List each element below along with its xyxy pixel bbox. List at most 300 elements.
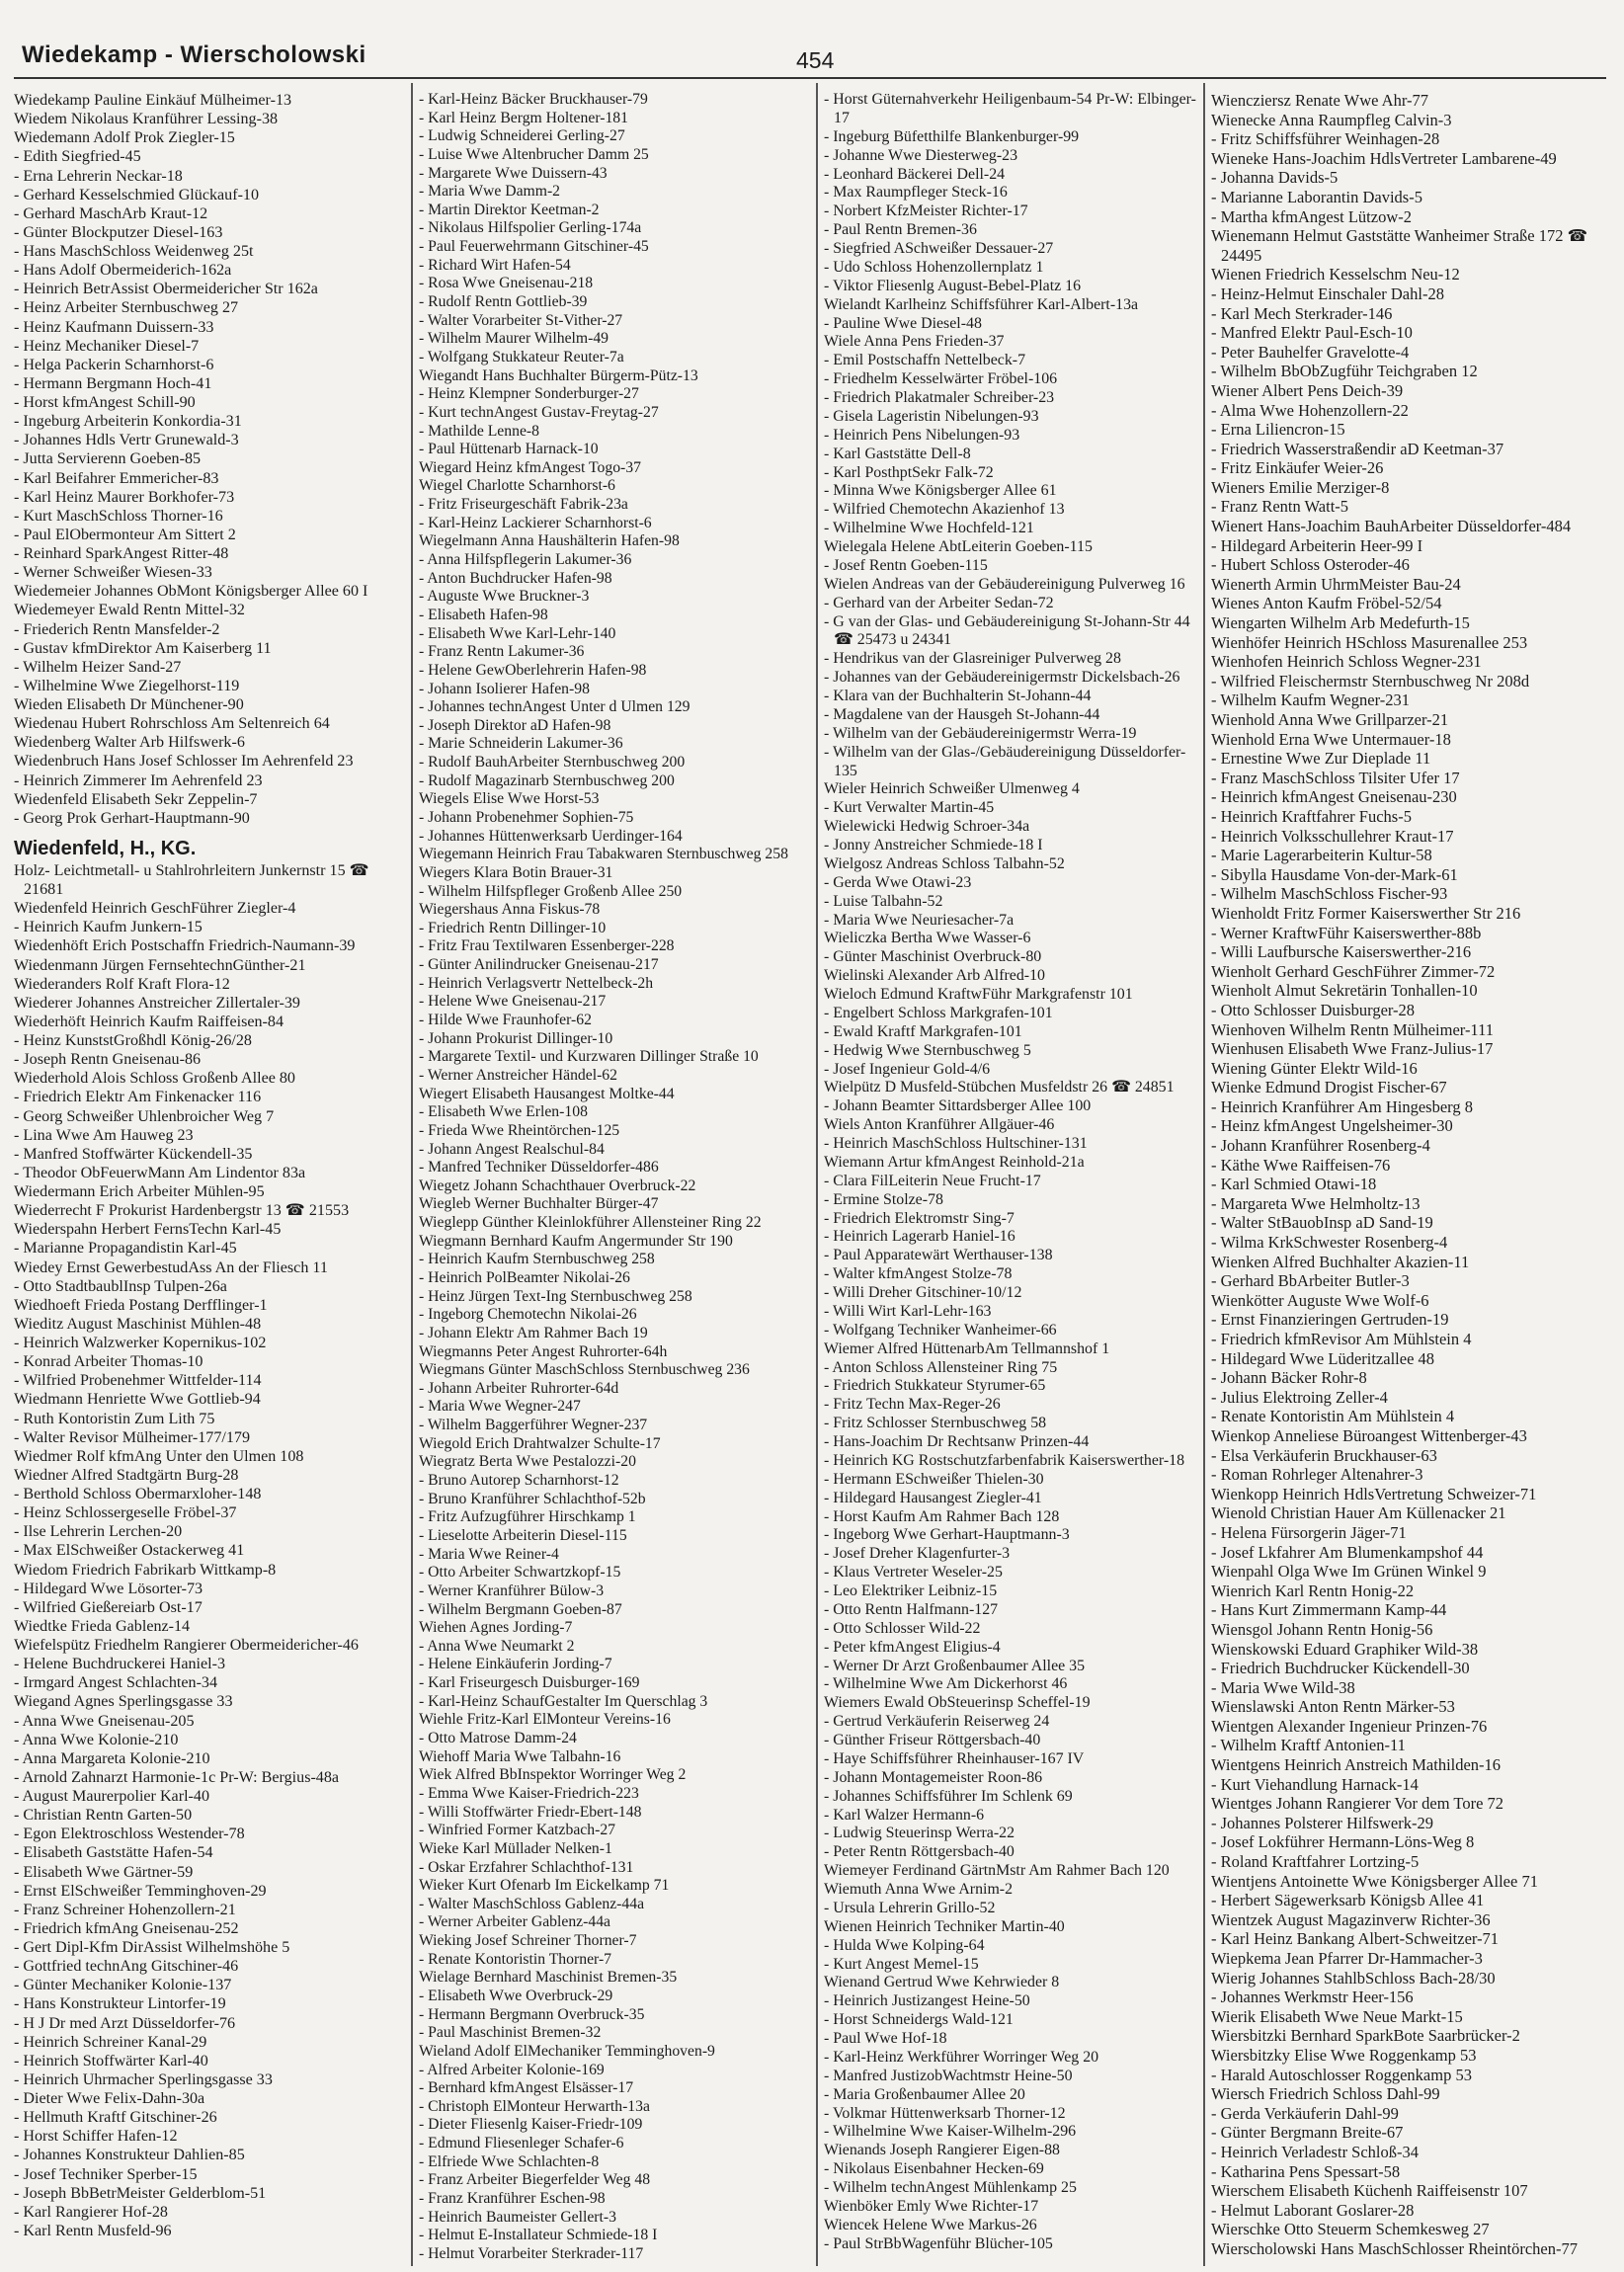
directory-entry: Wiener Albert Pens Deich-39 (1211, 380, 1404, 400)
directory-entry: - Josef Rentn Goeben-115 (824, 556, 988, 574)
directory-entry: Wieland Adolf ElMechaniker Temminghoven-9 (419, 2042, 715, 2060)
directory-entry: - Fritz Frau Textilwaren Essenberger-228 (419, 937, 675, 955)
directory-entry: - Clara FilLeiterin Neue Frucht-17 (824, 1172, 1041, 1189)
directory-entry: Wiedekamp Pauline Einkäuf Mülheimer-13 (14, 92, 292, 109)
directory-entry: - Margarete Textil- und Kurzwaren Dillinger Straße 10 (419, 1048, 759, 1066)
directory-entry: - Peter kfmAngest Eligius-4 (824, 1638, 1001, 1656)
directory-entry: Wiederer Johannes Anstreicher Zillertaler-39 (14, 994, 300, 1012)
directory-entry: - Johannes Polsterer Hilfswerk-29 (1211, 1813, 1433, 1832)
directory-entry: - Kurt technAngest Gustav-Freytag-27 (419, 403, 659, 421)
directory-entry: - Johannes Konstrukteur Dahlien-85 (14, 2147, 245, 2164)
directory-entry: - Reinhard SparkAngest Ritter-48 (14, 545, 229, 562)
directory-entry: - Horst kfmAngest Schill-90 (14, 394, 196, 411)
directory-entry: - Hildegard Wwe Lösorter-73 (14, 1580, 203, 1597)
directory-entry: - Ernst ElSchweißer Temminghoven-29 (14, 1882, 267, 1900)
directory-entry: - Katharina Pens Spessart-58 (1211, 2161, 1401, 2181)
directory-entry: - Helmut Vorarbeiter Sterkrader-117 (419, 2244, 644, 2262)
directory-entry: - Mathilde Lenne-8 (419, 422, 539, 440)
directory-entry: Wiegold Erich Drahtwalzer Schulte-17 (419, 1434, 661, 1452)
directory-entry: - Gerda Wwe Otawi-23 (824, 873, 972, 891)
directory-entry: Wiegert Elisabeth Hausangest Moltke-44 (419, 1085, 675, 1102)
directory-entry: Wiehoff Maria Wwe Talbahn-16 (419, 1747, 621, 1765)
directory-entry: - Herbert Sägewerksarb Königsb Allee 41 (1211, 1891, 1485, 1910)
directory-entry: Wieneke Hans-Joachim HdlsVertreter Lambarene-49 (1211, 148, 1557, 168)
directory-column-4 (1211, 91, 1612, 2264)
directory-entry: - Franz Rentn Watt-5 (1211, 497, 1349, 517)
directory-entry: - Jonny Anstreicher Schmiede-18 I (824, 837, 1043, 853)
directory-entry: - Karl Gaststätte Dell-8 (824, 445, 971, 462)
directory-entry: - Anna Wwe Neumarkt 2 (419, 1637, 575, 1655)
directory-entry: Wiepkema Jean Pfarrer Dr-Hammacher-3 (1211, 1949, 1483, 1968)
directory-entry: Wiengarten Wilhelm Arb Medefurth-15 (1211, 613, 1470, 633)
directory-entry: Wiederrecht F Prokurist Hardenbergstr 13 ☎ 21553 (14, 1202, 350, 1220)
page-number: 454 (796, 47, 835, 73)
directory-entry: - Martha kfmAngest Lützow-2 (1211, 206, 1412, 226)
directory-entry: - Elisabeth Wwe Erlen-108 (419, 1103, 588, 1121)
directory-entry: Wieking Josef Schreiner Thorner-7 (419, 1932, 637, 1950)
directory-entry: - Karl Schmied Otawi-18 (1211, 1175, 1377, 1194)
directory-entry: - Johann Isolierer Hafen-98 (419, 680, 590, 697)
directory-entry: - Helene Wwe Gneisenau-217 (419, 993, 607, 1011)
directory-entry: - Kurt MaschSchloss Thorner-16 (14, 507, 223, 525)
directory-entry: - Emil Postschaffn Nettelbeck-7 (824, 352, 1026, 369)
directory-entry: - Wilhelm van der Gebäudereinigermstr Werra-19 (824, 724, 1137, 742)
directory-entry: - Klaus Vertreter Weseler-25 (824, 1564, 1003, 1582)
directory-entry: - Heinrich Baumeister Gellert-3 (419, 2208, 616, 2226)
directory-entry: - Heinrich Justizangest Heine-50 (824, 1992, 1030, 2010)
directory-entry: - Hans-Joachim Dr Rechtsanw Prinzen-44 (824, 1433, 1090, 1450)
directory-entry: - Minna Wwe Königsberger Allee 61 (824, 482, 1057, 500)
directory-entry: - Karl Rangierer Hof-28 (14, 2203, 168, 2221)
directory-entry: - Jutta Servierenn Goeben-85 (14, 450, 202, 468)
directory-entry: - Erna Liliencron-15 (1211, 420, 1345, 440)
directory-entry: - Heinrich Kaufm Sternbuschweg 258 (419, 1251, 655, 1268)
directory-entry: Wiedmann Henriette Wwe Gottlieb-94 (14, 1391, 261, 1409)
directory-entry: Wielandt Karlheinz Schiffsführer Karl-Albert-13a (824, 295, 1139, 313)
directory-entry: - Otto Matrose Damm-24 (419, 1730, 577, 1747)
directory-entry: - Heinrich Lagerarb Haniel-16 (824, 1228, 1015, 1246)
directory-entry: - Marianne Propagandistin Karl-45 (14, 1240, 237, 1258)
directory-entry: - Luise Talbahn-52 (824, 892, 943, 910)
directory-entry: - Heinrich kfmAngest Gneisenau-230 (1211, 787, 1457, 807)
directory-entry: - Wilhelmine Wwe Ziegelhorst-119 (14, 677, 240, 694)
directory-entry: Wiegmanns Peter Angest Ruhrorter-64h (419, 1342, 668, 1360)
directory-entry: - Marie Lagerarbeiterin Kultur-58 (1211, 846, 1432, 865)
directory-entry: - Auguste Wwe Bruckner-3 (419, 588, 590, 606)
directory-entry: - Heinrich Walzwerker Kopernikus-102 (14, 1335, 267, 1351)
directory-entry: - Friedrich Stukkateur Styrumer-65 (824, 1377, 1046, 1395)
directory-entry: - Karl Heinz Maurer Borkhofer-73 (14, 488, 235, 506)
directory-entry: - Paul Feuerwehrmann Gitschiner-45 (419, 238, 649, 256)
directory-entry: - Leo Elektriker Leibniz-15 (824, 1582, 998, 1599)
directory-entry: Wierig Johannes StahlbSchloss Bach-28/30 (1211, 1968, 1496, 1988)
directory-entry: - Otto Schlosser Duisburger-28 (1211, 1000, 1416, 1019)
directory-entry: - Johannes van der Gebäudereinigermstr Dickelsbach-26 (824, 669, 1180, 687)
directory-entry: - Ingeborg Wwe Gerhart-Hauptmann-3 (824, 1526, 1070, 1544)
directory-entry: - Paul ElObermonteur Am Sittert 2 (14, 526, 236, 543)
directory-entry: Wiehen Agnes Jording-7 (419, 1619, 573, 1637)
directory-entry: - Josef Lkfahrer Am Blumenkampshof 44 (1211, 1542, 1484, 1562)
directory-entry: Wierschem Elisabeth Küchenh Raiffeisenstr 107 (1211, 2181, 1528, 2201)
directory-entry: - Werner Schweißer Wiesen-33 (14, 564, 212, 582)
directory-entry: Wienkötter Auguste Wwe Wolf-6 (1211, 1290, 1429, 1310)
directory-entry: Wiefelspütz Friedhelm Rangierer Obermeidericher-46 (14, 1637, 359, 1654)
directory-entry: - Heinz KunststGroßhdl König-26/28 (14, 1032, 252, 1049)
directory-entry: Wierscholowski Hans MaschSchlosser Rheintörchen-77 (1211, 2238, 1578, 2258)
directory-entry: - Georg Prok Gerhart-Hauptmann-90 (14, 809, 250, 827)
directory-entry: Wiegel Charlotte Scharnhorst-6 (419, 477, 615, 495)
directory-entry: - Wilfried Fleischermstr Sternbuschweg Nr 208d (1211, 671, 1530, 690)
directory-entry: Wienrich Karl Rentn Honig-22 (1211, 1581, 1415, 1600)
directory-entry: Wiedenfeld Elisabeth Sekr Zeppelin-7 (14, 790, 258, 808)
directory-entry: - Wilhelmine Wwe Am Dickerhorst 46 (824, 1675, 1068, 1693)
directory-entry: Wienkop Anneliese Büroangest Wittenberger-43 (1211, 1425, 1527, 1445)
directory-column-2 (419, 91, 812, 2264)
directory-entry: - Elsa Verkäuferin Bruckhauser-63 (1211, 1445, 1437, 1465)
directory-entry: - Karl-Heinz Werkführer Worringer Weg 20 (824, 2048, 1099, 2066)
directory-entry: - Peter Rentn Röttgersbach-40 (824, 1843, 1015, 1861)
directory-entry: - Hans Kurt Zimmermann Kamp-44 (1211, 1600, 1447, 1620)
directory-entry: - Karl Heinz Bankang Albert-Schweitzer-71 (1211, 1929, 1500, 1949)
directory-entry: - Wilhelm MaschSchloss Fischer-93 (1211, 884, 1448, 904)
directory-entry: Wiegand Agnes Sperlingsgasse 33 (14, 1693, 233, 1711)
directory-entry: Wiegers Klara Botin Brauer-31 (419, 863, 613, 881)
directory-entry: Wientgen Alexander Ingenieur Prinzen-76 (1211, 1716, 1488, 1736)
directory-entry: - Horst Schiffer Hafen-12 (14, 2128, 178, 2146)
directory-entry: Wiersch Friedrich Schloss Dahl-99 (1211, 2084, 1440, 2104)
directory-entry: - Volkmar Hüttenwerksarb Thorner-12 (824, 2104, 1066, 2122)
directory-entry: - Hermann Bergmann Hoch-41 (14, 374, 212, 392)
directory-entry: Wiedom Friedrich Fabrikarb Wittkamp-8 (14, 1561, 277, 1579)
directory-entry: - Willi Wirt Karl-Lehr-163 (824, 1302, 992, 1320)
directory-entry: - Friedrich Elektr Am Finkenacker 116 (14, 1089, 262, 1106)
directory-entry: - Gustav kfmDirektor Am Kaiserberg 11 (14, 639, 272, 657)
directory-entry: - Hedwig Wwe Sternbuschweg 5 (824, 1041, 1031, 1059)
directory-entry: - Helene Buchdruckerei Haniel-3 (14, 1656, 226, 1673)
directory-entry: Wiersbitzky Elise Wwe Roggenkamp 53 (1211, 2045, 1477, 2065)
directory-entry: Wienholdt Fritz Former Kaiserswerther Str 216 (1211, 903, 1521, 923)
directory-entry: - Johann Montagemeister Roon-86 (824, 1768, 1043, 1786)
directory-entry: - Johanna Davids-5 (1211, 168, 1339, 188)
directory-entry: - Ingeborg Chemotechn Nikolai-26 (419, 1306, 637, 1324)
directory-entry: - Josef Dreher Klagenfurter-3 (824, 1545, 1011, 1563)
directory-entry: - Walter kfmAngest Stolze-78 (824, 1265, 1013, 1283)
directory-entry: Wielegala Helene AbtLeiterin Goeben-115 (824, 538, 1093, 555)
directory-entry: - Lieselotte Arbeiterin Diesel-115 (419, 1526, 627, 1544)
directory-column-3 (824, 91, 1199, 2264)
directory-entry: - Wilhelm Kraftf Antonien-11 (1211, 1736, 1406, 1755)
directory-entry: Wielinski Alexander Arb Alfred-10 (824, 967, 1045, 985)
directory-entry: - Edith Siegfried-45 (14, 148, 141, 166)
directory-entry: - Hans Konstrukteur Lintorfer-19 (14, 1995, 226, 2013)
directory-entry: - Paul Maschinist Bremen-32 (419, 2024, 602, 2042)
directory-entry: - Magdalene van der Hausgeh St-Johann-44 (824, 705, 1100, 723)
directory-entry: Wiegelmann Anna Haushälterin Hafen-98 (419, 532, 680, 550)
directory-entry: - Wilhelm Kaufm Wegner-231 (1211, 690, 1410, 710)
directory-entry: - Wolfgang Stukkateur Reuter-7a (419, 348, 624, 365)
directory-entry: Wienslawski Anton Rentn Märker-53 (1211, 1697, 1455, 1717)
directory-entry: Wiemann Artur kfmAngest Reinhold-21a (824, 1153, 1085, 1171)
directory-entry: - Roman Rohrleger Altenahrer-3 (1211, 1465, 1423, 1485)
directory-entry: - Egon Elektroschloss Westender-78 (14, 1826, 245, 1843)
directory-entry: Wieler Heinrich Schweißer Ulmenweg 4 (824, 780, 1080, 798)
directory-entry: - Gerhard van der Arbeiter Sedan-72 (824, 594, 1054, 611)
directory-entry: Holz- Leichtmetall- u Stahlrohrleitern Junkernstr 15 ☎ 21681 (14, 861, 369, 898)
directory-entry: - Elisabeth Wwe Karl-Lehr-140 (419, 624, 616, 642)
directory-entry: - Viktor Fliesenlg August-Bebel-Platz 16 (824, 277, 1082, 294)
directory-entry: - Friedrich Rentn Dillinger-10 (419, 919, 607, 936)
directory-entry: Wiencziersz Renate Wwe Ahr-77 (1211, 91, 1428, 110)
directory-entry: Wientzek August Magazinverw Richter-36 (1211, 1909, 1491, 1929)
directory-entry: - Johannes Schiffsführer Im Schlenk 69 (824, 1787, 1073, 1805)
directory-entry: - Franz Kranführer Eschen-98 (419, 2190, 606, 2208)
directory-entry: - Heinz-Helmut Einschaler Dahl-28 (1211, 284, 1444, 303)
directory-entry: - Manfred Techniker Düsseldorfer-486 (419, 1159, 659, 1177)
directory-entry: - Siegfried ASchweißer Dessauer-27 (824, 240, 1054, 257)
directory-entry: - Oskar Erzfahrer Schlachthof-131 (419, 1858, 634, 1876)
directory-entry: - Wilhelm Maurer Wilhelm-49 (419, 330, 609, 348)
directory-entry: - Otto Arbeiter Schwartzkopf-15 (419, 1564, 621, 1582)
directory-entry: - Günter Bergmann Breite-67 (1211, 2123, 1404, 2143)
directory-entry: - Elisabeth Wwe Overbruck-29 (419, 1987, 613, 2004)
directory-entry: - Peter Bauhelfer Gravelotte-4 (1211, 342, 1410, 362)
directory-entry: - Heinrich Volksschullehrer Kraut-17 (1211, 826, 1454, 846)
directory-entry: Wieliczka Bertha Wwe Wasser-6 (824, 930, 1031, 947)
directory-entry: - Winfried Former Katzbach-27 (419, 1822, 616, 1839)
directory-entry: - Johann Arbeiter Ruhrorter-64d (419, 1379, 619, 1397)
directory-entry: - Wilfried Gießereiarb Ost-17 (14, 1598, 203, 1616)
directory-entry: Wiehle Fritz-Karl ElMonteur Vereins-16 (419, 1711, 671, 1729)
directory-entry: - Fritz Techn Max-Reger-26 (824, 1396, 1001, 1414)
directory-entry: - Karl Mech Sterkrader-146 (1211, 303, 1393, 323)
directory-entry: Wienen Heinrich Techniker Martin-40 (824, 1917, 1065, 1935)
directory-entry: Wieke Karl Müllader Nelken-1 (419, 1839, 612, 1857)
directory-entry: - Hans Adolf Obermeiderich-162a (14, 262, 232, 280)
directory-entry: - Elisabeth Wwe Gärtner-59 (14, 1863, 194, 1881)
directory-entry: Wiegratz Berta Wwe Pestalozzi-20 (419, 1453, 636, 1471)
directory-entry: - Anna Wwe Kolonie-210 (14, 1731, 179, 1748)
directory-entry: Wiedenhöft Erich Postschaffn Friedrich-Naumann-39 (14, 937, 356, 955)
directory-entry: - Ursula Lehrerin Grillo-52 (824, 1899, 996, 1916)
directory-entry: - Ingeburg Arbeiterin Konkordia-31 (14, 413, 242, 431)
directory-entry: - Johann Prokurist Dillinger-10 (419, 1029, 613, 1047)
directory-entry: Wiencek Helene Wwe Markus-26 (824, 2216, 1037, 2233)
directory-entry: - Werner Dr Arzt Großenbaumer Allee 35 (824, 1657, 1086, 1674)
directory-entry: - Franz MaschSchloss Tilsiter Ufer 17 (1211, 768, 1460, 787)
directory-entry: - Karl PosthptSekr Falk-72 (824, 463, 994, 481)
directory-entry: - Günter Anilindrucker Gneisenau-217 (419, 956, 659, 974)
directory-entry: - Johann Elektr Am Rahmer Bach 19 (419, 1324, 648, 1341)
directory-entry: - August Maurerpolier Karl-40 (14, 1788, 209, 1805)
directory-entry: - Renate Kontoristin Thorner-7 (419, 1950, 612, 1968)
directory-entry: - Johannes Werkmstr Heer-156 (1211, 1988, 1414, 2007)
directory-entry: - Bruno Kranführer Schlachthof-52b (419, 1490, 646, 1507)
directory-entry: Wienholt Almut Sekretärin Tonhallen-10 (1211, 981, 1478, 1001)
directory-entry: - Gerhard Kesselschmied Glückauf-10 (14, 186, 260, 203)
directory-entry: - Wilfried Chemotechn Akazienhof 13 (824, 501, 1065, 519)
directory-entry: - Julius Elektroing Zeller-4 (1211, 1387, 1388, 1407)
directory-entry: - Werner Arbeiter Gablenz-44a (419, 1913, 611, 1931)
directory-entry: - Manfred JustizobWachtmstr Heine-50 (824, 2067, 1073, 2084)
directory-entry: - Lina Wwe Am Hauweg 23 (14, 1126, 194, 1144)
directory-entry: - Ingeburg Büfetthilfe Blankenburger-99 (824, 127, 1080, 145)
directory-entry: - Karl-Heinz Bäcker Bruckhauser-79 (419, 91, 648, 108)
directory-entry: - Wilhelm Bergmann Goeben-87 (419, 1600, 622, 1618)
directory-entry: Wienholt Gerhard GeschFührer Zimmer-72 (1211, 961, 1496, 981)
directory-entry: - Johann Probenehmer Sophien-75 (419, 808, 634, 826)
directory-entry: - Arnold Zahnarzt Harmonie-1c Pr-W: Bergius-48a (14, 1768, 340, 1786)
directory-entry: - Rudolf Magazinarb Sternbuschweg 200 (419, 771, 675, 789)
directory-entry: Wiedenmann Jürgen FernsehtechnGünther-21 (14, 956, 306, 974)
directory-entry: - Elisabeth Hafen-98 (419, 606, 548, 623)
directory-entry: - Marie Schneiderin Lakumer-36 (419, 735, 623, 753)
directory-entry: - Walter Revisor Mülheimer-177/179 (14, 1428, 250, 1446)
directory-entry: - Horst Kaufm Am Rahmer Bach 128 (824, 1507, 1060, 1525)
directory-entry: Wienken Alfred Buchhalter Akazien-11 (1211, 1252, 1470, 1271)
directory-entry: - Horst Güternahverkehr Heiligenbaum-54 Pr-W: Elbinger-17 (824, 91, 1196, 126)
directory-entry: - Heinrich Verlagsvertr Nettelbeck-2h (419, 974, 654, 992)
directory-entry: - Karl Friseurgesch Duisburger-169 (419, 1674, 640, 1692)
directory-entry: - Ernst Finanzieringen Gertruden-19 (1211, 1310, 1449, 1330)
directory-entry: Wielewicki Hedwig Schroer-34a (824, 818, 1030, 836)
directory-entry: Wiedemann Adolf Prok Ziegler-15 (14, 129, 235, 147)
directory-entry: - Max ElSchweißer Ostackerweg 41 (14, 1542, 245, 1560)
directory-entry: - Johann Beamter Sittardsberger Allee 100 (824, 1097, 1092, 1115)
column-divider (816, 83, 818, 2266)
directory-entry: - Karl-Heinz SchaufGestalter Im Querschlag 3 (419, 1692, 708, 1710)
directory-entry: - Fritz Schiffsführer Weinhagen-28 (1211, 129, 1440, 149)
directory-entry: Wienhold Erna Wwe Untermauer-18 (1211, 729, 1451, 749)
directory-entry: - Rudolf BauhArbeiter Sternbuschweg 200 (419, 754, 686, 771)
directory-entry: Wiemeyer Ferdinand GärtnMstr Am Rahmer Bach 120 (824, 1862, 1170, 1880)
directory-entry: - Hans MaschSchloss Weidenweg 25t (14, 243, 254, 260)
directory-entry: - Udo Schloss Hohenzollernplatz 1 (824, 258, 1044, 276)
directory-entry: - Johann Kranführer Rosenberg-4 (1211, 1136, 1430, 1156)
directory-entry: - Gerda Verkäuferin Dahl-99 (1211, 2103, 1399, 2123)
directory-entry: Wiederanders Rolf Kraft Flora-12 (14, 975, 230, 993)
directory-entry: - Anton Schloss Allensteiner Ring 75 (824, 1358, 1058, 1376)
directory-entry: Wiegandt Hans Buchhalter Bürgerm-Pütz-13 (419, 366, 698, 384)
directory-entry: - Heinrich Stoffwärter Karl-40 (14, 2052, 208, 2069)
directory-entry: - Bernhard kfmAngest Elsässer-17 (419, 2079, 634, 2097)
directory-entry: Wienand Gertrud Wwe Kehrwieder 8 (824, 1974, 1060, 1991)
directory-entry: Wienhofen Heinrich Schloss Wegner-231 (1211, 652, 1482, 672)
directory-entry: - Gottfried technAng Gitschiner-46 (14, 1958, 239, 1976)
directory-entry: - Wilhelm technAngest Mühlenkamp 25 (824, 2179, 1077, 2196)
directory-entry: - Heinz kfmAngest Ungelsheimer-30 (1211, 1116, 1453, 1136)
directory-entry: - Karl-Heinz Lackierer Scharnhorst-6 (419, 514, 652, 531)
directory-entry: - Wilhelm Baggerführer Wegner-237 (419, 1417, 648, 1434)
directory-entry: - Gerhard BbArbeiter Butler-3 (1211, 1271, 1410, 1291)
directory-entry: Wienhold Anna Wwe Grillparzer-21 (1211, 710, 1449, 729)
directory-entry: Wieditz August Maschinist Mühlen-48 (14, 1315, 262, 1333)
directory-entry: - Christian Rentn Garten-50 (14, 1807, 193, 1825)
directory-entry: - Maria Wwe Reiner-4 (419, 1545, 559, 1563)
directory-entry: - Heinrich Pens Nibelungen-93 (824, 426, 1020, 444)
directory-entry: Wieglepp Günther Kleinlokführer Allensteiner Ring 22 (419, 1214, 762, 1232)
directory-entry: - Johann Angest Realschul-84 (419, 1140, 605, 1158)
directory-entry: - Heinrich Kranführer Am Hingesberg 8 (1211, 1096, 1473, 1116)
directory-entry: - Heinrich Kraftfahrer Fuchs-5 (1211, 806, 1412, 826)
directory-entry: - Heinrich BetrAssist Obermeidericher Str 162a (14, 281, 318, 298)
directory-entry: - Berthold Schloss Obermarxloher-148 (14, 1486, 262, 1502)
directory-entry: Wieker Kurt Ofenarb Im Eickelkamp 71 (419, 1877, 670, 1895)
directory-entry: - Paul Hüttenarb Harnack-10 (419, 441, 599, 458)
directory-entry: - Friedrich Elektromstr Sing-7 (824, 1209, 1015, 1227)
directory-entry: - Dieter Wwe Felix-Dahn-30a (14, 2090, 205, 2107)
directory-entry: - Harald Autoschlosser Roggenkamp 53 (1211, 2065, 1472, 2084)
header-rule (14, 77, 1606, 79)
directory-entry: Wiegleb Werner Buchhalter Bürger-47 (419, 1195, 659, 1213)
directory-entry: - Hulda Wwe Kolping-64 (824, 1936, 985, 1954)
directory-entry: - Karl Walzer Hermann-6 (824, 1806, 985, 1824)
directory-entry: Wiedemeier Johannes ObMont Königsberger Allee 60 I (14, 583, 368, 601)
directory-entry: - Ilse Lehrerin Lerchen-20 (14, 1523, 183, 1541)
directory-entry: - Heinz Schlossergeselle Fröbel-37 (14, 1504, 237, 1522)
running-head: Wiedekamp - Wierscholowski (22, 41, 366, 68)
directory-entry: - Anna Hilfspflegerin Lakumer-36 (419, 551, 632, 569)
directory-entry: - Franz Schreiner Hohenzollern-21 (14, 1901, 236, 1918)
directory-entry: - Nikolaus Eisenbahner Hecken-69 (824, 2160, 1044, 2178)
directory-entry: - Wilma KrkSchwester Rosenberg-4 (1211, 1233, 1448, 1253)
directory-entry: Wiedem Nikolaus Kranführer Lessing-38 (14, 111, 279, 128)
directory-entry: - Heinrich Uhrmacher Sperlingsgasse 33 (14, 2070, 273, 2088)
directory-entry: - Anna Margareta Kolonie-210 (14, 1749, 210, 1767)
directory-entry: Wiederspahn Herbert FernsTechn Karl-45 (14, 1221, 282, 1239)
page-header (0, 0, 1624, 81)
directory-entry: Wieden Elisabeth Dr Münchener-90 (14, 696, 244, 713)
directory-entry: - Gertrud Verkäuferin Reiserweg 24 (824, 1713, 1050, 1731)
directory-entry: - Ewald Kraftf Markgrafen-101 (824, 1022, 1022, 1040)
directory-entry: - Anna Wwe Gneisenau-205 (14, 1712, 195, 1730)
directory-entry: - Karl Rentn Musfeld-96 (14, 2222, 172, 2239)
directory-entry: - Joseph Rentn Gneisenau-86 (14, 1051, 202, 1069)
directory-entry: - Alma Wwe Hohenzollern-22 (1211, 400, 1409, 420)
directory-entry: Wienerth Armin UhrmMeister Bau-24 (1211, 574, 1461, 594)
directory-entry: - Wilhelmine Wwe Kaiser-Wilhelm-296 (824, 2123, 1077, 2141)
directory-entry: - Wolfgang Techniker Wanheimer-66 (824, 1321, 1057, 1339)
directory-entry: - Christoph ElMonteur Herwarth-13a (419, 2097, 650, 2115)
directory-entry: - Ernestine Wwe Zur Dieplade 11 (1211, 749, 1431, 769)
directory-entry: - Günter Blockputzer Diesel-163 (14, 223, 223, 241)
directory-entry: - Wilhelm Heizer Sand-27 (14, 658, 182, 676)
directory-entry: - Hubert Schloss Osteroder-46 (1211, 555, 1410, 575)
directory-entry: Wiedhoeft Frieda Postang Derfflinger-1 (14, 1296, 268, 1314)
directory-entry: - Hermann Bergmann Overbruck-35 (419, 2005, 645, 2023)
directory-entry: Wiedemeyer Ewald Rentn Mittel-32 (14, 602, 245, 619)
directory-entry: - Günter Mechaniker Kolonie-137 (14, 1977, 232, 1994)
directory-entry: - Maria Wwe Neuriesacher-7a (824, 911, 1015, 929)
directory-entry: Wielage Bernhard Maschinist Bremen-35 (419, 1969, 678, 1987)
directory-entry: - Elfriede Wwe Schlachten-8 (419, 2152, 600, 2170)
directory-entry: - Helmut E-Installateur Schmiede-18 I (419, 2227, 658, 2244)
directory-entry: Wienke Edmund Drogist Fischer-67 (1211, 1078, 1447, 1097)
directory-entry: - Maria Wwe Wegner-247 (419, 1398, 581, 1416)
directory-entry: - Anton Buchdrucker Hafen-98 (419, 569, 612, 587)
directory-entry: - Frieda Wwe Rheintörchen-125 (419, 1121, 620, 1139)
directory-entry: Wieners Emilie Merziger-8 (1211, 477, 1390, 497)
directory-entry: - Friedrich Plakatmaler Schreiber-23 (824, 389, 1055, 406)
directory-entry: Wiegemann Heinrich Frau Tabakwaren Sternbuschweg 258 (419, 846, 788, 863)
directory-entry: - Walter Vorarbeiter St-Vither-27 (419, 311, 623, 329)
directory-entry: - Kurt Angest Memel-15 (824, 1955, 979, 1973)
directory-entry: - Fritz Einkäufer Weier-26 (1211, 458, 1384, 478)
directory-entry: - Walter MaschSchloss Gablenz-44a (419, 1895, 645, 1912)
directory-entry: - Ludwig Schneiderei Gerling-27 (419, 127, 625, 145)
directory-entry: - Helene Einkäuferin Jording-7 (419, 1656, 612, 1673)
directory-entry: Wiedenberg Walter Arb Hilfswerk-6 (14, 734, 245, 752)
directory-entry: - Helga Packerin Scharnhorst-6 (14, 356, 214, 373)
